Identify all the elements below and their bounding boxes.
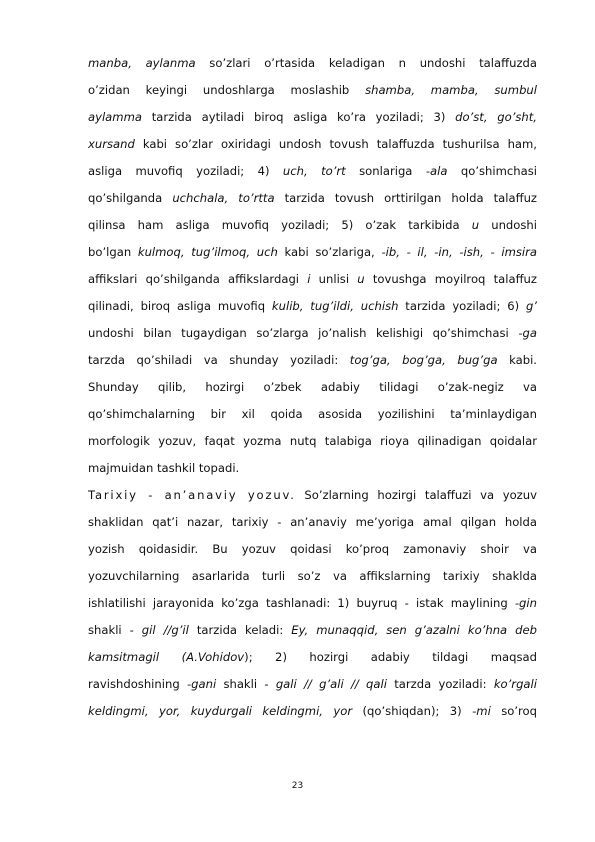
text-line: [88, 77, 537, 104]
text-run: tarzida keladi:: [188, 623, 292, 637]
text-line: [88, 563, 537, 590]
italic-term: i: [307, 272, 311, 286]
text-run: tarzda yoziladi:: [386, 677, 494, 691]
italic-term: -ala: [425, 164, 448, 178]
text-line: [88, 401, 537, 428]
italic-term: kulib, tug’ildi, uchish: [271, 299, 399, 313]
text-run: ravishdoshining: [88, 677, 187, 691]
text-run: yozuvchilarning asarlarida turli so’z va affikslarning tarixiy shaklda: [88, 569, 537, 583]
text-line: [88, 347, 537, 374]
text-line: [88, 428, 537, 455]
text-run: qilinadi, biroq asliga muvofiq: [88, 299, 272, 313]
text-line: [88, 293, 537, 320]
italic-term: do’st, go’sht,: [455, 110, 537, 124]
text-line: [88, 698, 537, 725]
text-line: [88, 158, 537, 185]
text-run: unlisi: [310, 272, 358, 286]
italic-term: keldingmi, yor, kuydurgali keldingmi, yor: [88, 704, 353, 718]
text-run: ishlatilishi jarayonida ko’zga tashlanadi: 1) buyruq - istak maylining: [88, 596, 515, 610]
italic-term: u: [471, 218, 480, 232]
text-run: shakli -: [88, 623, 142, 637]
text-line: [88, 212, 537, 239]
text-run: So’zlarning hozirgi talaffuzi va yozuv: [295, 488, 537, 502]
text-run: qilinsa ham asliga muvofiq yoziladi; 5) o’zak tarkibida: [88, 218, 472, 232]
text-line: [88, 374, 537, 401]
text-run: qo’shilganda: [88, 191, 173, 205]
text-line: [88, 671, 537, 698]
page-number: 23: [291, 781, 304, 791]
italic-term: uch, to’rt: [282, 164, 346, 178]
text-line: [88, 509, 537, 536]
italic-term: tog’ga, bog’ga, bug’ga: [349, 353, 498, 367]
text-run: (qo’shiqdan); 3): [352, 704, 473, 718]
italic-term: -gani: [186, 677, 217, 691]
text-run: majmuidan tashkil topadi.: [88, 461, 240, 475]
text-run: undoshi: [479, 218, 537, 232]
text-line: [88, 320, 537, 347]
text-run: shakli -: [216, 677, 276, 691]
text-run: yozish qoidasidir. Bu yozuv qoidasi ko’proq zamonaviy shoir va: [88, 542, 537, 556]
italic-term: -ib, - il, -in, -ish, - imsira: [381, 245, 537, 259]
italic-term: gali // g’ali // qali: [275, 677, 387, 691]
text-run: tarzda qo’shiladi va shunday yoziladi:: [88, 353, 350, 367]
text-line: [88, 644, 537, 671]
text-run: undoshi bilan tugaydigan so’zlarga jo’nalish kelishigi qo’shimchasi: [88, 326, 519, 340]
text-run: Shunday qilib, hozirgi o’zbek adabiy tilidagi o’zak-negiz va: [88, 380, 537, 394]
text-run: affikslari qo’shilganda affikslardagi: [88, 272, 308, 286]
text-run: bo’lgan: [88, 245, 138, 259]
text-run: morfologik yozuv, faqat yozma nutq talabiga rioya qilinadigan qoidalar: [88, 434, 537, 448]
italic-term: kulmoq, tug’ilmoq, uch: [137, 245, 278, 259]
italic-term: -gin: [514, 596, 537, 610]
italic-term: Ey, munaqqid, sen g’azalni ko’hna deb: [291, 623, 537, 637]
italic-term: g’: [525, 299, 537, 313]
italic-term: aylamma: [88, 110, 142, 124]
section-heading: Tarixiy - an’anaviy yozuv.: [88, 488, 296, 502]
text-run: kabi so’zlar oxiridagi undosh tovush talaffuzda tushurilsa ham,: [134, 137, 537, 151]
document-body: [88, 50, 537, 725]
italic-term: manba, aylanma: [88, 56, 196, 70]
text-run: ); 2) hozirgi adabiy tildagi maqsad: [244, 650, 537, 664]
text-run: kabi so’zlariga,: [277, 245, 382, 259]
italic-term: kamsitmagil (A.Vohidov: [88, 650, 245, 664]
text-line: [88, 455, 537, 482]
italic-term: -ga: [518, 326, 537, 340]
text-run: qo’shimchasi: [447, 164, 537, 178]
text-run: so’roq: [490, 704, 537, 718]
italic-term: gil //g’il: [141, 623, 189, 637]
text-line: [88, 50, 537, 77]
text-line: [88, 536, 537, 563]
text-run: tarzida tovush orttirilgan holda talaffuz: [274, 191, 537, 205]
text-run: tarzida aytiladi biroq asliga ko’ra yoziladi; 3): [141, 110, 456, 124]
italic-term: uchchala, to’rtta: [172, 191, 275, 205]
text-run: kabi.: [497, 353, 537, 367]
italic-term: xursand: [88, 137, 135, 151]
text-run: sonlariga: [345, 164, 426, 178]
text-run: tovushga moyilroq talaffuz: [364, 272, 537, 286]
text-line: [88, 482, 537, 509]
text-line: [88, 131, 537, 158]
text-run: qo’shimchalarning bir xil qoida asosida yozilishini ta’minlaydigan: [88, 407, 537, 421]
italic-term: -mi: [472, 704, 491, 718]
text-line: [88, 239, 537, 266]
text-line: [88, 590, 537, 617]
text-run: so’zlari o’rtasida keladigan n undoshi talaffuzda: [195, 56, 537, 70]
text-run: tarzida yoziladi; 6): [398, 299, 526, 313]
text-line: [88, 266, 537, 293]
text-line: [88, 185, 537, 212]
text-line: [88, 617, 537, 644]
italic-term: shamba, mamba, sumbul: [365, 83, 537, 97]
text-run: asliga muvofiq yoziladi; 4): [88, 164, 283, 178]
italic-term: ko’rgali: [493, 677, 537, 691]
italic-term: u: [357, 272, 365, 286]
text-line: [88, 104, 537, 131]
text-run: shaklidan qat’i nazar, tarixiy - an’anaviy me’yoriga amal qilgan holda: [88, 515, 537, 529]
text-run: o’zidan keyingi undoshlarga moslashib: [88, 83, 366, 97]
